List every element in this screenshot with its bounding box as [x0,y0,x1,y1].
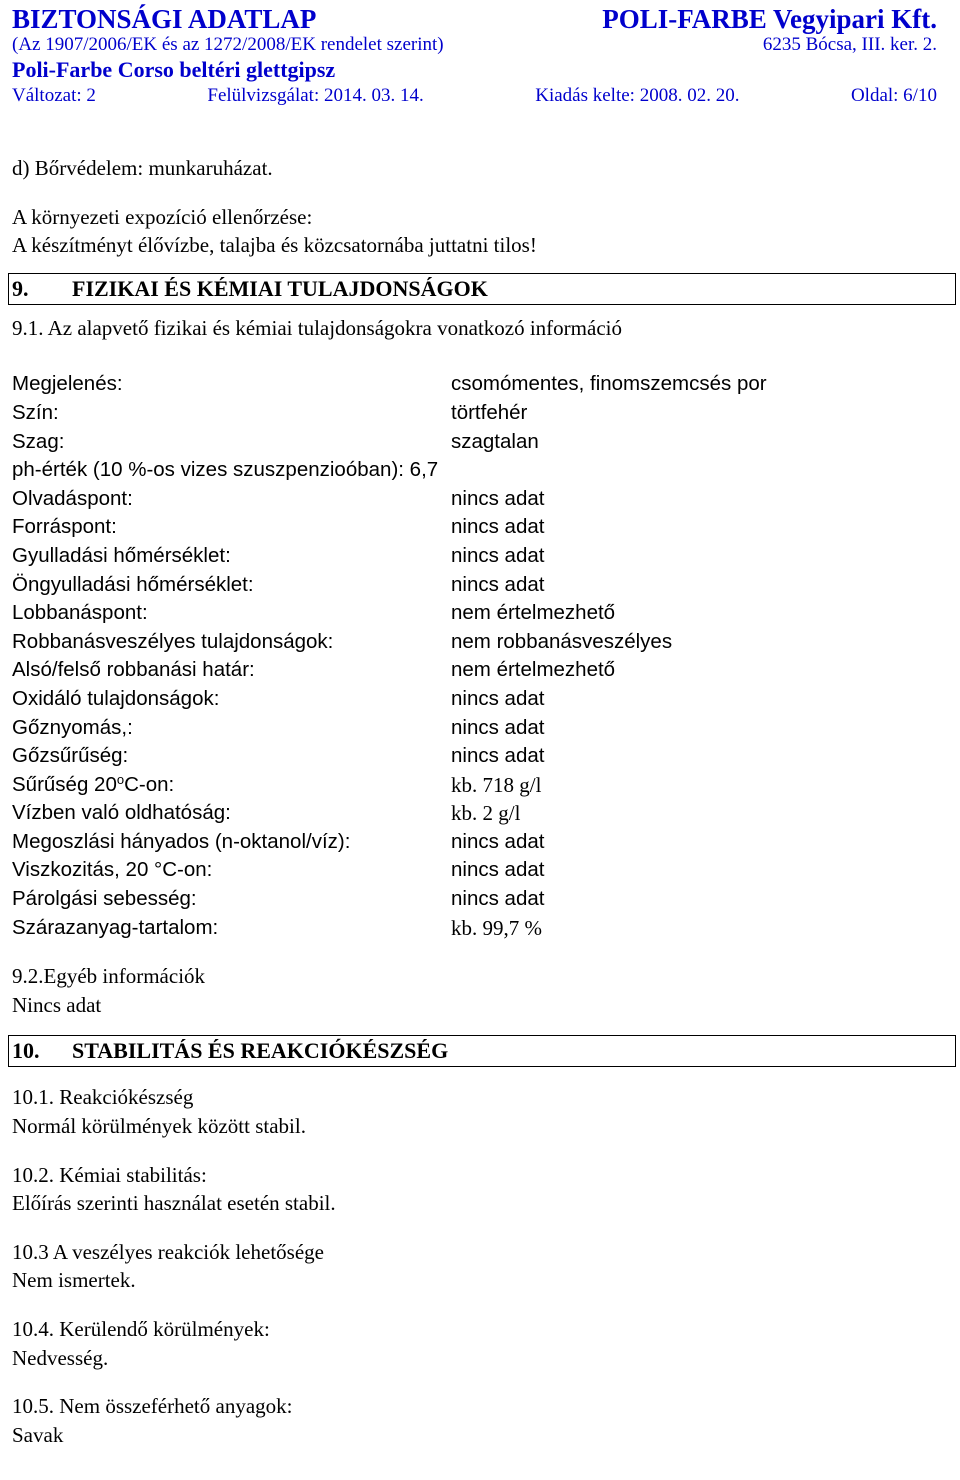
property-row: Szag: szagtalan [12,429,539,453]
revision-date: Felülvizsgálat: 2014. 03. 14. [207,85,424,106]
header-row-2 [12,34,937,56]
header-row-1 [12,4,937,34]
property-row: Robbanásveszélyes tulajdonságok: nem robbanásveszélyes [12,629,673,653]
product-name: Poli-Farbe Corso beltéri glettgipsz [12,57,336,82]
section-10-heading [8,1035,956,1067]
company-name: POLI-FARBE Vegyipari Kft. [602,4,937,34]
issue-date: Kiadás kelte: 2008. 02. 20. [535,85,740,106]
env-exposure-text: A készítményt élővízbe, talajba és közcsatornába juttatni tilos! [12,233,537,258]
property-row: Gőzsűrűség: nincs adat [12,744,545,768]
page-number: Oldal: 6/10 [850,85,937,106]
property-row: Párolgási sebesség: nincs adat [12,887,545,911]
subsection-9-1-title: 9.1. Az alapvető fizikai és kémiai tulajdonságokra vonatkozó információ [12,315,622,340]
subsection-9-2-text: Nincs adat [12,992,102,1017]
property-row: ph-érték (10 %-os vizes szuszpenzioóban): 6,7 [12,458,439,482]
property-row: Öngyulladási hőmérséklet: nincs adat [12,572,545,596]
subsection-10-5-title: 10.5. Nem összeférhető anyagok: [12,1394,293,1419]
subsection-10-3-text: Nem ismertek. [12,1268,136,1293]
property-row: Gyulladási hőmérséklet: nincs adat [12,543,545,567]
subsection-10-3-title: 10.3 A veszélyes reakciók lehetősége [12,1239,324,1264]
properties-list [12,370,956,942]
section-10-number: 10. [12,1038,40,1064]
subsection-10-4-title: 10.4. Kerülendő körülmények: [12,1317,270,1341]
property-row: Megoszlási hányados (n-oktanol/víz): nincs adat [12,829,545,853]
header-row-4 [12,84,937,108]
property-row: Viszkozitás, 20 °C-on: nincs adat [12,858,545,882]
property-row: Alsó/felső robbanási határ: nem értelmezhető [12,658,616,682]
section-10-title: STABILITÁS ÉS REAKCIÓKÉSZSÉG [72,1038,449,1064]
property-row: Gőznyomás,: nincs adat [12,715,545,739]
subsection-10-1-title: 10.1. Reakciókészség [12,1085,194,1110]
section-9-number: 9. [12,275,29,301]
doc-title: BIZTONSÁGI ADATLAP [12,4,317,34]
company-address: 6235 Bócsa, III. ker. 2. [762,34,937,55]
document-header [12,4,937,108]
subsection-10-5-text: Savak [12,1422,64,1447]
property-row-density: Sűrűség 20$^o$C-on: kb. 718 g/l [12,771,542,797]
property-row: Megjelenés: csomómentes, finomszemcsés por [12,372,767,396]
property-row: Forráspont: nincs adat [12,515,545,539]
subsection-10-1-text: Normál körülmények között stabil. [12,1114,306,1139]
env-exposure-title: A környezeti expozíció ellenőrzése: [12,204,313,229]
section-9-heading [8,273,956,305]
subsection-9-2-title: 9.2.Egyéb információk [12,964,206,989]
property-row: Szín: törtfehér [12,400,528,424]
version: Változat: 2 [12,85,96,106]
property-row: Vízben való oldhatóság: kb. 2 g/l [12,801,521,826]
skin-protection: d) Bőrvédelem: munkaruházat. [12,156,273,180]
subsection-10-2-text: Előírás szerinti használat esetén stabil. [12,1191,336,1216]
property-row: Lobbanáspont: nem értelmezhető [12,601,616,625]
document-body [12,154,956,1449]
subsection-10-2-title: 10.2. Kémiai stabilitás: [12,1162,207,1187]
header-row-3 [12,56,937,84]
property-row: Olvadáspont: nincs adat [12,486,545,510]
regulation-note: (Az 1907/2006/EK és az 1272/2008/EK rendelet szerint) [12,34,444,55]
property-row: Oxidáló tulajdonságok: nincs adat [12,686,545,710]
property-row: Szárazanyag-tartalom: kb. 99,7 % [12,915,542,940]
subsection-10-4-text: Nedvesség. [12,1345,109,1370]
section-9-title: FIZIKAI ÉS KÉMIAI TULAJDONSÁGOK [72,275,488,301]
